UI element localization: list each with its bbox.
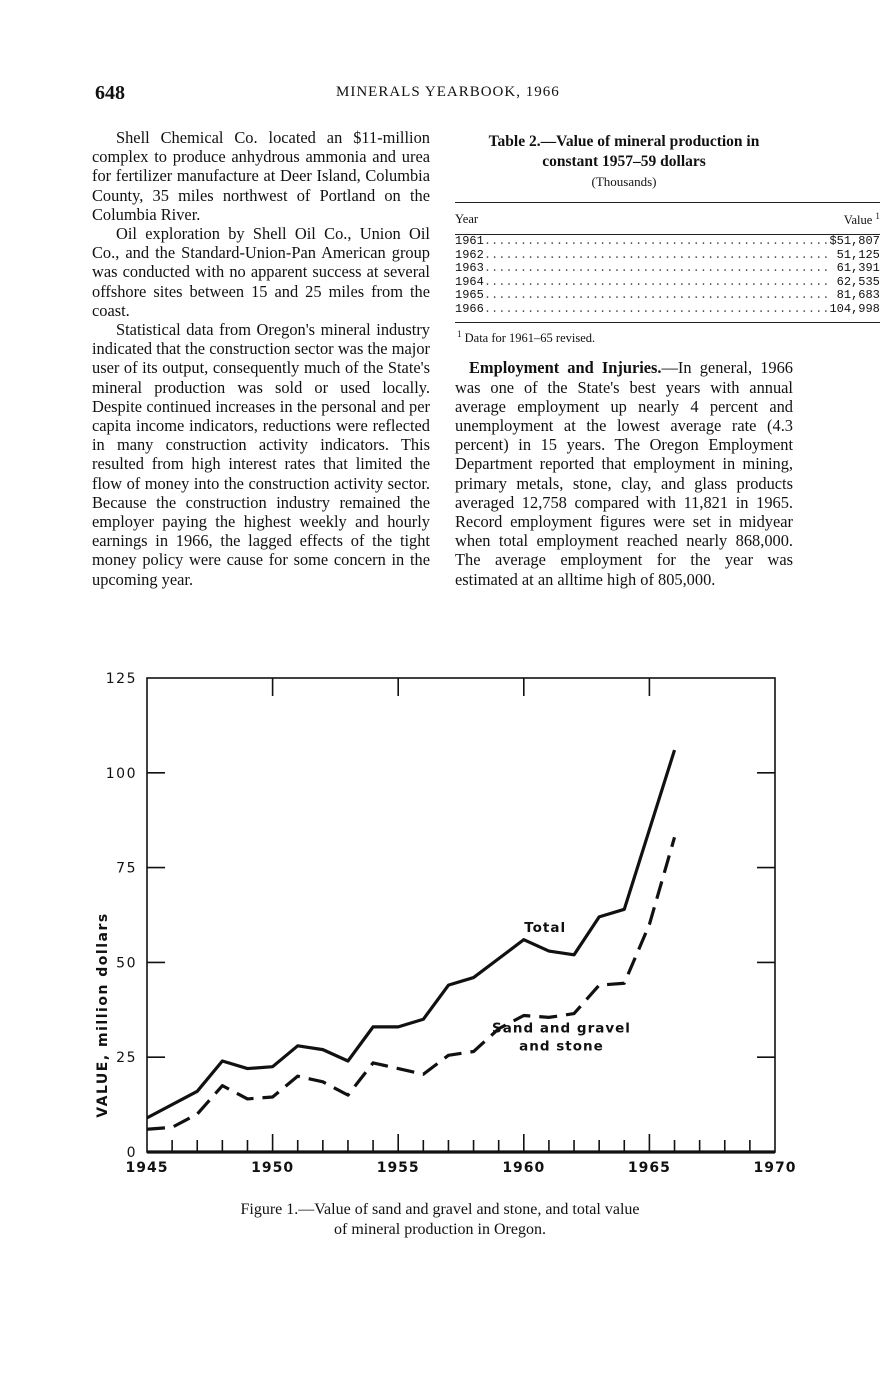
paragraph: Statistical data from Oregon's mineral industry indicated that the construction sector was the major user of its output, consequently much of the State's mineral production was sold or used locally. Despite continued increases in the personal and per capita income indicators, reductions were reflected in many construction activity indicators. This resulted from high interest rates that limited the flow of money into the construction activity sector. Because the construction industry remained the employer paying the highest weekly and hourly earnings in 1966, the lagged effects of the tight money policy were cause for some concern in the upcoming year. <box>92 320 430 589</box>
value-cell: 51,125 <box>836 247 880 262</box>
y-tick-label: 100 <box>105 765 137 782</box>
series-label: and stone <box>519 1038 604 1055</box>
x-tick-label: 1970 <box>753 1160 797 1176</box>
run-in-heading: Employment and Injuries. <box>469 358 662 378</box>
year-cell: 1962 <box>455 247 484 262</box>
figure-caption <box>180 1200 700 1240</box>
series-line <box>147 750 675 1118</box>
year-cell: 1961 <box>455 234 484 249</box>
y-tick-label: 125 <box>105 671 137 687</box>
y-tick-label: 50 <box>116 955 137 972</box>
plot-frame <box>147 678 775 1152</box>
chart-axes <box>95 671 796 1176</box>
page-number: 648 <box>95 82 125 104</box>
year-cell: 1963 <box>455 261 484 276</box>
y-axis-label: VALUE, million dollars <box>95 912 111 1118</box>
table-subtitle: (Thousands) <box>591 174 657 189</box>
running-title: MINERALS YEARBOOK, 1966 <box>336 84 560 100</box>
value-cell: 104,998 <box>829 303 879 323</box>
x-tick-label: 1960 <box>502 1160 546 1176</box>
caption-line: of mineral production in Oregon. <box>334 1221 546 1238</box>
series-label: Total <box>524 920 567 937</box>
year-cell: 1965 <box>455 288 484 303</box>
footnote-number: 1 <box>457 329 462 340</box>
series-label: Sand and gravel <box>492 1020 631 1037</box>
paragraph: Shell Chemical Co. located an $11-million complex to produce anhydrous ammonia and urea for fertilizer manufacture at Deer Island, Columbia County, 35 miles northwest of Portland on the Columbia River. <box>92 128 430 224</box>
column-header-year: Year <box>455 203 829 235</box>
x-tick-label: 1965 <box>627 1160 671 1176</box>
table-row: 1962................................................ 51,125 <box>455 247 880 262</box>
chart-marks <box>147 750 675 1129</box>
caption-line: Figure 1.—Value of sand and gravel and stone, and total value <box>240 1201 640 1218</box>
table-row: 1963................................................ 61,391 <box>455 261 880 276</box>
paragraph: Oil exploration by Shell Oil Co., Union Oil Co., and the Standard-Union-Pan American group was conducted with no apparent success at several offshore sites between 15 and 25 miles from the coast. <box>92 224 430 320</box>
table-row: 1961................................................ $51,807 <box>455 234 880 249</box>
year-cell: 1966 <box>455 301 484 316</box>
column-header-value-label: Value <box>843 213 873 228</box>
value-cell: 62,535 <box>836 274 880 289</box>
footnote-marker: 1 <box>875 211 880 221</box>
value-cell: 61,391 <box>836 261 880 276</box>
footnote-text: Data for 1961–65 revised. <box>464 331 596 346</box>
table-title-line: constant 1957–59 dollars <box>542 153 706 170</box>
series-line <box>147 837 675 1129</box>
value-cell: 81,683 <box>836 288 880 303</box>
x-tick-label: 1950 <box>251 1160 295 1176</box>
value-cell: $51,807 <box>829 234 880 249</box>
y-tick-label: 25 <box>116 1050 137 1067</box>
table-title-line: Table 2.—Value of mineral production in <box>488 133 760 150</box>
paragraph-body: —In general, 1966 was one of the State's best years with annual average employment up nearly 4 percent and unemployment at the lowest average rate (4.3 percent) in 15 years. The Oregon Employment Department reported that employment in mining, primary metals, stone, clay, and glass products averaged 12,758 compared with 11,821 in 1965. Record employment figures were set in midyear when total employment reached nearly 868,000. The average employment for the year was estimated at an alltime high of 805,000. <box>455 358 793 589</box>
x-tick-label: 1955 <box>376 1160 420 1176</box>
y-tick-label: 0 <box>126 1145 137 1161</box>
table-row: 1964................................................ 62,535 <box>455 274 880 289</box>
table-row: 1966................................................ 104,998 <box>455 303 880 323</box>
x-tick-label: 1945 <box>125 1160 169 1176</box>
year-cell: 1964 <box>455 274 484 289</box>
table-row: 1965................................................ 81,683 <box>455 288 880 303</box>
y-tick-label: 75 <box>116 860 137 877</box>
